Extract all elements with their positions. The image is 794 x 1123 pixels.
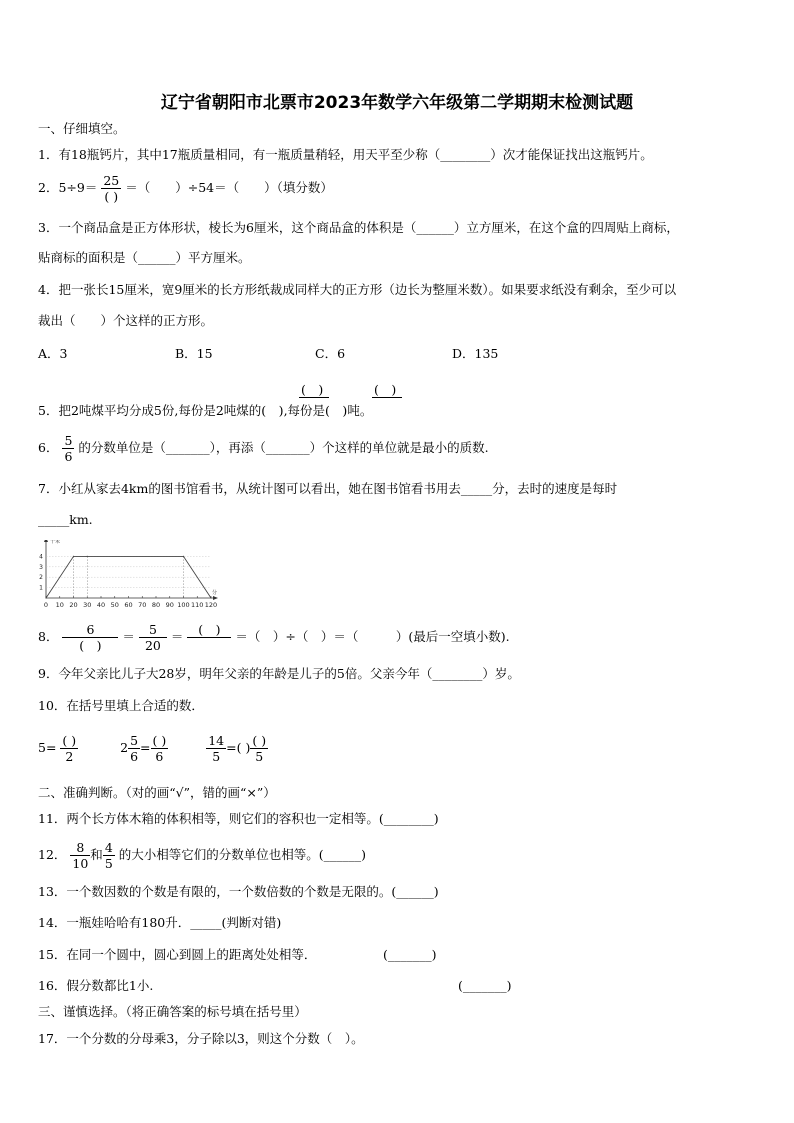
q2-tail: ＝（ ）÷54＝（ ）（填分数） bbox=[125, 180, 333, 195]
q2-numerator: 25 bbox=[103, 173, 120, 188]
question-13: 13．一个数因数的个数是有限的，一个数倍数的个数是无限的。(______) bbox=[38, 884, 439, 899]
x-tick-label: 10 bbox=[55, 601, 64, 609]
question-7-line-1: 7．小红从家去4km的图书馆看书，从统计图可以看出，她在图书馆看书用去_____分，去时的速度是每时 bbox=[38, 481, 618, 496]
y-tick-label: 2 bbox=[39, 574, 43, 582]
section-judgement: 二、准确判断。（对的画“√”，错的画“×”） bbox=[38, 785, 276, 800]
q12-fraction-2 bbox=[103, 840, 115, 871]
q6-tail: 的分数单位是（_______），再添（_______）个这样的单位就是最小的质数. bbox=[78, 440, 489, 455]
q10-e3-denominator: 5 bbox=[212, 749, 221, 764]
distance-series-point bbox=[87, 556, 88, 557]
q5-lead: 5．把2吨煤平均分成5份,每份是2吨煤的 bbox=[38, 403, 262, 418]
x-tick-label: 50 bbox=[110, 601, 119, 609]
q10-e3-integer: ( ) bbox=[236, 740, 251, 755]
q2-fraction bbox=[101, 173, 121, 204]
x-axis-arrow bbox=[213, 596, 218, 600]
q8-lead: 8． bbox=[38, 629, 59, 644]
q2-denominator: ( ) bbox=[104, 189, 119, 204]
section-fill-blanks: 一、仔细填空。 bbox=[38, 121, 126, 136]
question-3-line-2: 贴商标的面积是（______）平方厘米。 bbox=[38, 250, 251, 265]
page-title: 辽宁省朝阳市北票市2023年数学六年级第二学期期末检测试题 bbox=[160, 93, 634, 113]
q4-option-d: D．135 bbox=[452, 346, 499, 361]
q10-e3-numerator: 14 bbox=[208, 733, 225, 748]
q10-e2-result-denominator: 6 bbox=[155, 749, 164, 764]
distance-series-point bbox=[73, 556, 74, 557]
q10-e2-result-numerator: ( ) bbox=[152, 733, 167, 748]
question-11: 11．两个长方体木箱的体积相等，则它们的容积也一定相等。(________) bbox=[38, 811, 439, 826]
question-15: 15．在同一个圆中，圆心到圆上的距离处处相等． bbox=[38, 947, 317, 962]
question-4-line-2: 裁出（ ）个这样的正方形。 bbox=[38, 313, 214, 328]
x-tick-label: 90 bbox=[165, 601, 174, 609]
q8-f2-denominator: 20 bbox=[144, 638, 161, 653]
q4-option-c: C．6 bbox=[315, 346, 346, 361]
x-tick-label: 80 bbox=[151, 601, 161, 609]
q12-lead: 12． bbox=[38, 847, 67, 862]
q8-f1-numerator: 6 bbox=[62, 622, 118, 638]
q5-top-blank-2: ( ) bbox=[374, 382, 397, 397]
q4-option-b: B．15 bbox=[175, 346, 213, 361]
x-tick-label: 20 bbox=[69, 601, 78, 609]
y-axis-label: 千米 bbox=[50, 540, 61, 545]
q10-e3-result-fraction bbox=[250, 733, 268, 764]
q8-fraction-1 bbox=[62, 622, 118, 653]
question-12 bbox=[38, 840, 366, 871]
question-7-line-2: _____km. bbox=[38, 512, 93, 527]
q8-tail: ＝（ ）÷（ ）＝（ ）(最后一空填小数). bbox=[235, 629, 510, 644]
q10-e1-numerator: ( ) bbox=[62, 733, 77, 748]
question-17: 17．一个分数的分母乘3，分子除以3，则这个分数（ ）。 bbox=[38, 1031, 364, 1046]
q10-e2-numerator: 5 bbox=[130, 733, 139, 748]
q8-f3-numerator: ( ) bbox=[187, 622, 231, 638]
q8-equals-1: ＝ bbox=[122, 629, 135, 644]
question-14: 14．一瓶娃哈哈有180升．_____(判断对错) bbox=[38, 915, 282, 930]
x-tick-label: 70 bbox=[138, 601, 147, 609]
q10-e2-fraction bbox=[128, 733, 140, 764]
q5-fraction-bar-2 bbox=[372, 397, 402, 398]
question-10: 10．在括号里填上合适的数． bbox=[38, 698, 204, 713]
x-tick-label: 110 bbox=[191, 601, 204, 609]
q2-lead: 2．5÷9＝ bbox=[38, 180, 98, 195]
question-6 bbox=[38, 433, 489, 464]
q10-expressions bbox=[38, 733, 268, 764]
q8-equals-2: ＝ bbox=[170, 629, 184, 644]
q10-e2-result-fraction bbox=[151, 733, 169, 764]
q12-f1-numerator: 8 bbox=[70, 840, 90, 856]
distance-series-point bbox=[210, 597, 211, 598]
q8-fraction-3 bbox=[187, 622, 231, 653]
q10-e1-lead: 5= bbox=[38, 740, 57, 755]
q5-middle: ,每份是 bbox=[283, 403, 326, 418]
x-axis-label: 分 bbox=[212, 590, 218, 596]
q10-e3-equals: = bbox=[226, 740, 237, 755]
q5-bottom-blank-1: ( ) bbox=[261, 403, 284, 418]
question-4-line-1: 4．把一张长15厘米，宽9厘米的长方形纸裁成同样大的正方形（边长为整厘米数）。如果要求纸没有剩余，至少可以 bbox=[38, 282, 677, 297]
q5-fraction-bar-1 bbox=[299, 397, 329, 398]
q12-fraction-1 bbox=[70, 840, 90, 871]
q10-e2-integer: 2 bbox=[120, 740, 129, 755]
q10-e2-denominator: 6 bbox=[130, 749, 139, 764]
q16-answer-blank: (_______) bbox=[458, 978, 512, 993]
y-axis-arrow bbox=[44, 540, 48, 542]
q6-fraction bbox=[62, 433, 74, 464]
q12-f2-denominator: 5 bbox=[104, 856, 113, 871]
x-tick-label: 100 bbox=[177, 601, 190, 609]
question-9: 9．今年父亲比儿子大28岁，明年父亲的年龄是儿子的5倍。父亲今年（________）岁。 bbox=[38, 666, 520, 681]
q5-tail: 吨。 bbox=[347, 403, 373, 418]
question-8 bbox=[38, 622, 510, 653]
q12-f2-numerator: 4 bbox=[104, 840, 113, 855]
y-tick-label: 1 bbox=[39, 584, 43, 592]
q10-e2-equals: = bbox=[140, 740, 151, 755]
q6-numerator: 5 bbox=[64, 433, 73, 448]
q10-e1-fraction bbox=[60, 733, 78, 764]
q10-e3-result-denominator: 5 bbox=[255, 749, 264, 764]
section-choice: 三、谨慎选择。（将正确答案的标号填在括号里） bbox=[38, 1004, 307, 1019]
x-tick-label: 120 bbox=[204, 601, 218, 609]
q12-f1-denominator: 10 bbox=[72, 856, 89, 871]
q5-bottom-blank-2: ( ) bbox=[325, 403, 348, 418]
q5-top-blank-1: ( ) bbox=[301, 382, 324, 397]
q6-lead: 6． bbox=[38, 440, 59, 455]
y-tick-label: 4 bbox=[39, 553, 43, 561]
x-tick-label: 30 bbox=[83, 601, 92, 609]
q8-f2-numerator: 5 bbox=[139, 622, 167, 638]
q15-answer-blank: (_______) bbox=[383, 947, 437, 962]
question-2 bbox=[38, 173, 333, 204]
question-1: 1．有18瓶钙片，其中17瓶质量相同，有一瓶质量稍轻，用天平至少称（________）次才能保证找出这瓶钙片。 bbox=[38, 147, 653, 162]
x-tick-label: 60 bbox=[124, 601, 133, 609]
q4-option-a: A．3 bbox=[38, 346, 68, 361]
q6-denominator: 6 bbox=[64, 449, 73, 464]
q8-fraction-2 bbox=[139, 622, 167, 653]
q12-tail: 的大小相等它们的分数单位也相等。(______) bbox=[118, 847, 367, 862]
distance-series-point bbox=[183, 556, 184, 557]
y-tick-label: 3 bbox=[39, 563, 43, 571]
q10-e3-fraction bbox=[206, 733, 226, 764]
distance-series-point bbox=[45, 597, 46, 598]
q7-distance-time-chart bbox=[36, 540, 220, 612]
q10-e3-result-numerator: ( ) bbox=[252, 733, 267, 748]
question-3-line-1: 3．一个商品盒是正方体形状，棱长为6厘米，这个商品盒的体积是（______）立方厘米，在这个盒的四周贴上商标， bbox=[38, 220, 679, 235]
q8-f3-denominator bbox=[187, 638, 231, 653]
q8-f1-denominator: ( ) bbox=[79, 638, 102, 653]
q10-e1-denominator: 2 bbox=[65, 749, 74, 764]
question-16: 16．假分数都比1小. bbox=[38, 978, 154, 993]
question-5 bbox=[38, 403, 372, 419]
q12-and: 和 bbox=[90, 847, 103, 862]
x-tick-label: 0 bbox=[43, 601, 49, 609]
x-tick-label: 40 bbox=[96, 601, 106, 609]
